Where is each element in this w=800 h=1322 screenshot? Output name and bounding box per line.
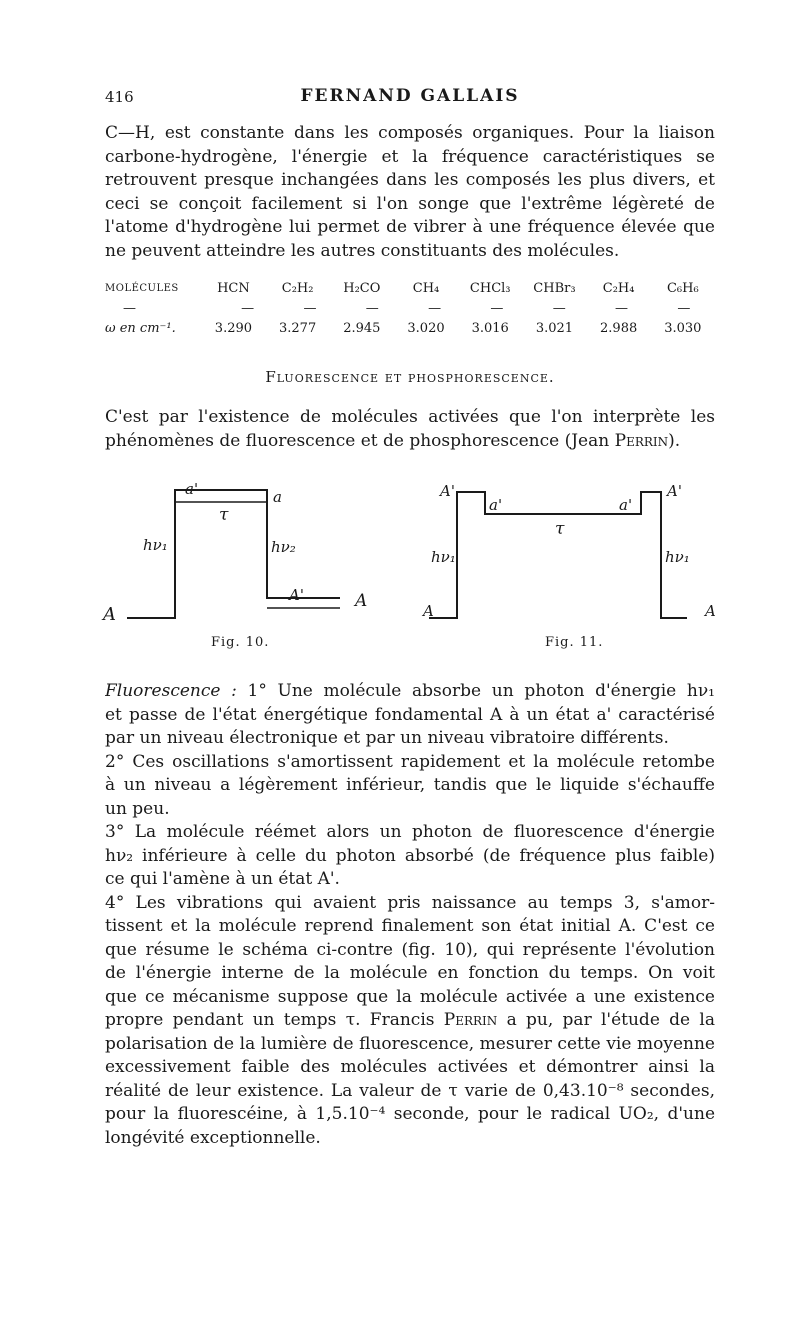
figure-11-labels bbox=[421, 482, 716, 620]
value-cell: 2.945 bbox=[343, 320, 381, 336]
fig10-label-a: a bbox=[273, 488, 282, 506]
text-line: polarisation de la lumière de fluorescence, mesurer cette vie moyenne bbox=[105, 1033, 715, 1054]
lead-in-label: Fluorescence : bbox=[105, 681, 237, 701]
energy-level-line bbox=[127, 490, 340, 618]
dash-cell: — bbox=[677, 300, 691, 316]
molecule-cell: HCN bbox=[217, 280, 250, 296]
text-line: propre pendant un temps τ. Francis Perrin a pu, par l'étude de la bbox=[105, 1010, 715, 1030]
fig11-label-a-prime-left: a' bbox=[489, 496, 503, 514]
text-line: 3° La molécule réémet alors un photon de fluorescence d'énergie bbox=[105, 822, 715, 842]
energy-level-line bbox=[429, 492, 687, 618]
text-line: ce qui l'amène à un état A'. bbox=[105, 869, 340, 889]
figures-area bbox=[95, 470, 725, 660]
dash-cell: — bbox=[428, 300, 442, 316]
page-header bbox=[105, 88, 715, 112]
text-line: pour la fluorescéine, à 1,5.10⁻⁴ seconde, pour le radical UO₂, d'une bbox=[105, 1104, 715, 1124]
fig10-label-tau: τ bbox=[219, 505, 229, 525]
text-line: par un niveau électronique et par un niveau vibratoire différents. bbox=[105, 728, 669, 748]
text-line: retrouvent presque inchangées dans les composés les plus divers, et bbox=[105, 170, 715, 190]
value-cell: 3.030 bbox=[664, 320, 702, 336]
value-cell: 2.988 bbox=[600, 320, 638, 336]
text-line: que ce mécanisme suppose que la molécule activée a une existence bbox=[105, 986, 715, 1007]
fig10-label-hv2: hν₂ bbox=[271, 538, 296, 556]
text-line: ceci se conçoit facilement si l'on songe que l'extrême légèreté de bbox=[105, 193, 715, 214]
table-value-row bbox=[105, 318, 715, 338]
text-line: carbone-hydrogène, l'énergie et la fréquence caractéristiques se bbox=[105, 146, 715, 167]
frequency-table bbox=[105, 278, 715, 338]
text-line: tissent et la molécule reprend finalement son état initial A. C'est ce bbox=[105, 916, 715, 936]
table-dash-row bbox=[105, 298, 715, 318]
text-line: phénomènes de fluorescence et de phosphorescence (Jean Perrin). bbox=[105, 430, 681, 451]
fig11-label-hv-right: hν₁ bbox=[665, 548, 690, 566]
molecule-cell: H₂CO bbox=[343, 280, 381, 296]
molecule-cell: C₆H₆ bbox=[666, 280, 699, 296]
page-number: 416 bbox=[105, 88, 134, 106]
fig10-label-a-prime: a' bbox=[185, 480, 199, 498]
section-title: Fluorescence et phosphorescence. bbox=[265, 368, 555, 386]
text-line: C'est par l'existence de molécules activées que l'on interprète les bbox=[105, 407, 715, 427]
figure-11-caption: Fig. 11. bbox=[545, 635, 604, 650]
text-line: que résume le schéma ci-contre (fig. 10), qui représente l'évolution bbox=[105, 939, 715, 960]
dash-cell: — bbox=[123, 300, 136, 316]
fig11-label-tau: τ bbox=[555, 519, 565, 539]
text-line: un peu. bbox=[105, 798, 170, 819]
text-line: de l'énergie interne de la molécule en fonction du temps. On voit bbox=[105, 963, 715, 983]
running-title: FERNAND GALLAIS bbox=[300, 86, 520, 106]
molecule-cell: CHCl₃ bbox=[469, 280, 511, 296]
text-line: 4° Les vibrations qui avaient pris naissance au temps 3, s'amor- bbox=[105, 892, 715, 913]
fig10-label-A-right: A bbox=[355, 591, 368, 611]
text-line: ne peuvent atteindre les autres constituants des molécules. bbox=[105, 240, 620, 261]
row-label: MOLÉCULES bbox=[105, 282, 179, 294]
fig10-label-hv1: hν₁ bbox=[143, 536, 168, 554]
dash-cell: — bbox=[303, 300, 317, 316]
fig11-label-A-prime-right: A' bbox=[667, 482, 682, 500]
text-line: l'atome d'hydrogène lui permet de vibrer à une fréquence élevée que bbox=[105, 217, 715, 237]
fig10-label-A: A bbox=[103, 604, 116, 625]
molecule-cell: CH₄ bbox=[412, 280, 440, 296]
dash-cell: — bbox=[490, 300, 504, 316]
text-line: et passe de l'état énergétique fondamental A à un état a' caractérisé bbox=[105, 704, 715, 725]
section-intro-paragraph bbox=[105, 406, 715, 453]
dash-cell: — bbox=[365, 300, 379, 316]
fig11-label-hv-left: hν₁ bbox=[431, 548, 456, 566]
dash-cell: — bbox=[552, 300, 566, 316]
intro-paragraph bbox=[105, 122, 715, 263]
dash-cell: — bbox=[241, 300, 255, 316]
dash-cell: — bbox=[615, 300, 628, 316]
figure-10 bbox=[127, 490, 340, 618]
text-line: hν₂ inférieure à celle du photon absorbé (de fréquence plus faible) bbox=[105, 845, 715, 866]
table-header-row bbox=[105, 278, 715, 298]
author-name: Perrin bbox=[443, 1010, 498, 1030]
fig11-label-A-prime-left: A' bbox=[440, 482, 455, 500]
fig10-label-A-prime: A' bbox=[289, 586, 304, 604]
value-cell: 3.021 bbox=[535, 320, 574, 336]
text-line: longévité exceptionnelle. bbox=[105, 1127, 321, 1148]
author-name: Perrin bbox=[614, 430, 669, 451]
figure-11 bbox=[429, 492, 687, 618]
value-cell: 3.290 bbox=[214, 320, 253, 336]
molecule-cell: C₂H₄ bbox=[602, 280, 635, 296]
fig11-label-A-right: A bbox=[705, 602, 716, 620]
molecule-cell: C₂H₂ bbox=[281, 280, 314, 296]
text-line: excessivement faible des molécules activées et démontrer ainsi la bbox=[105, 1057, 715, 1077]
text-line: 2° Ces oscillations s'amortissent rapidement et la molécule retombe bbox=[105, 751, 715, 772]
text-line: C—H, est constante dans les composés organiques. Pour la liaison bbox=[105, 123, 715, 143]
figure-10-caption: Fig. 10. bbox=[211, 635, 270, 650]
unit-label: ω en cm⁻¹. bbox=[105, 320, 176, 336]
fluorescence-paragraph bbox=[105, 680, 715, 1150]
value-cell: 3.020 bbox=[407, 320, 445, 336]
value-cell: 3.016 bbox=[471, 320, 509, 336]
value-cell: 3.277 bbox=[279, 320, 317, 336]
fig11-label-A-left: A bbox=[423, 602, 434, 620]
text-line: réalité de leur existence. La valeur de τ varie de 0,43.10⁻⁸ secondes, bbox=[105, 1080, 715, 1101]
text-line: Fluorescence : 1° Une molécule absorbe un photon d'énergie hν₁ bbox=[105, 681, 715, 701]
fig11-label-a-prime-right: a' bbox=[619, 496, 633, 514]
text-line: à un niveau a légèrement inférieur, tandis que le liquide s'échauffe bbox=[105, 775, 715, 795]
molecule-cell: CHBr₃ bbox=[533, 280, 576, 296]
